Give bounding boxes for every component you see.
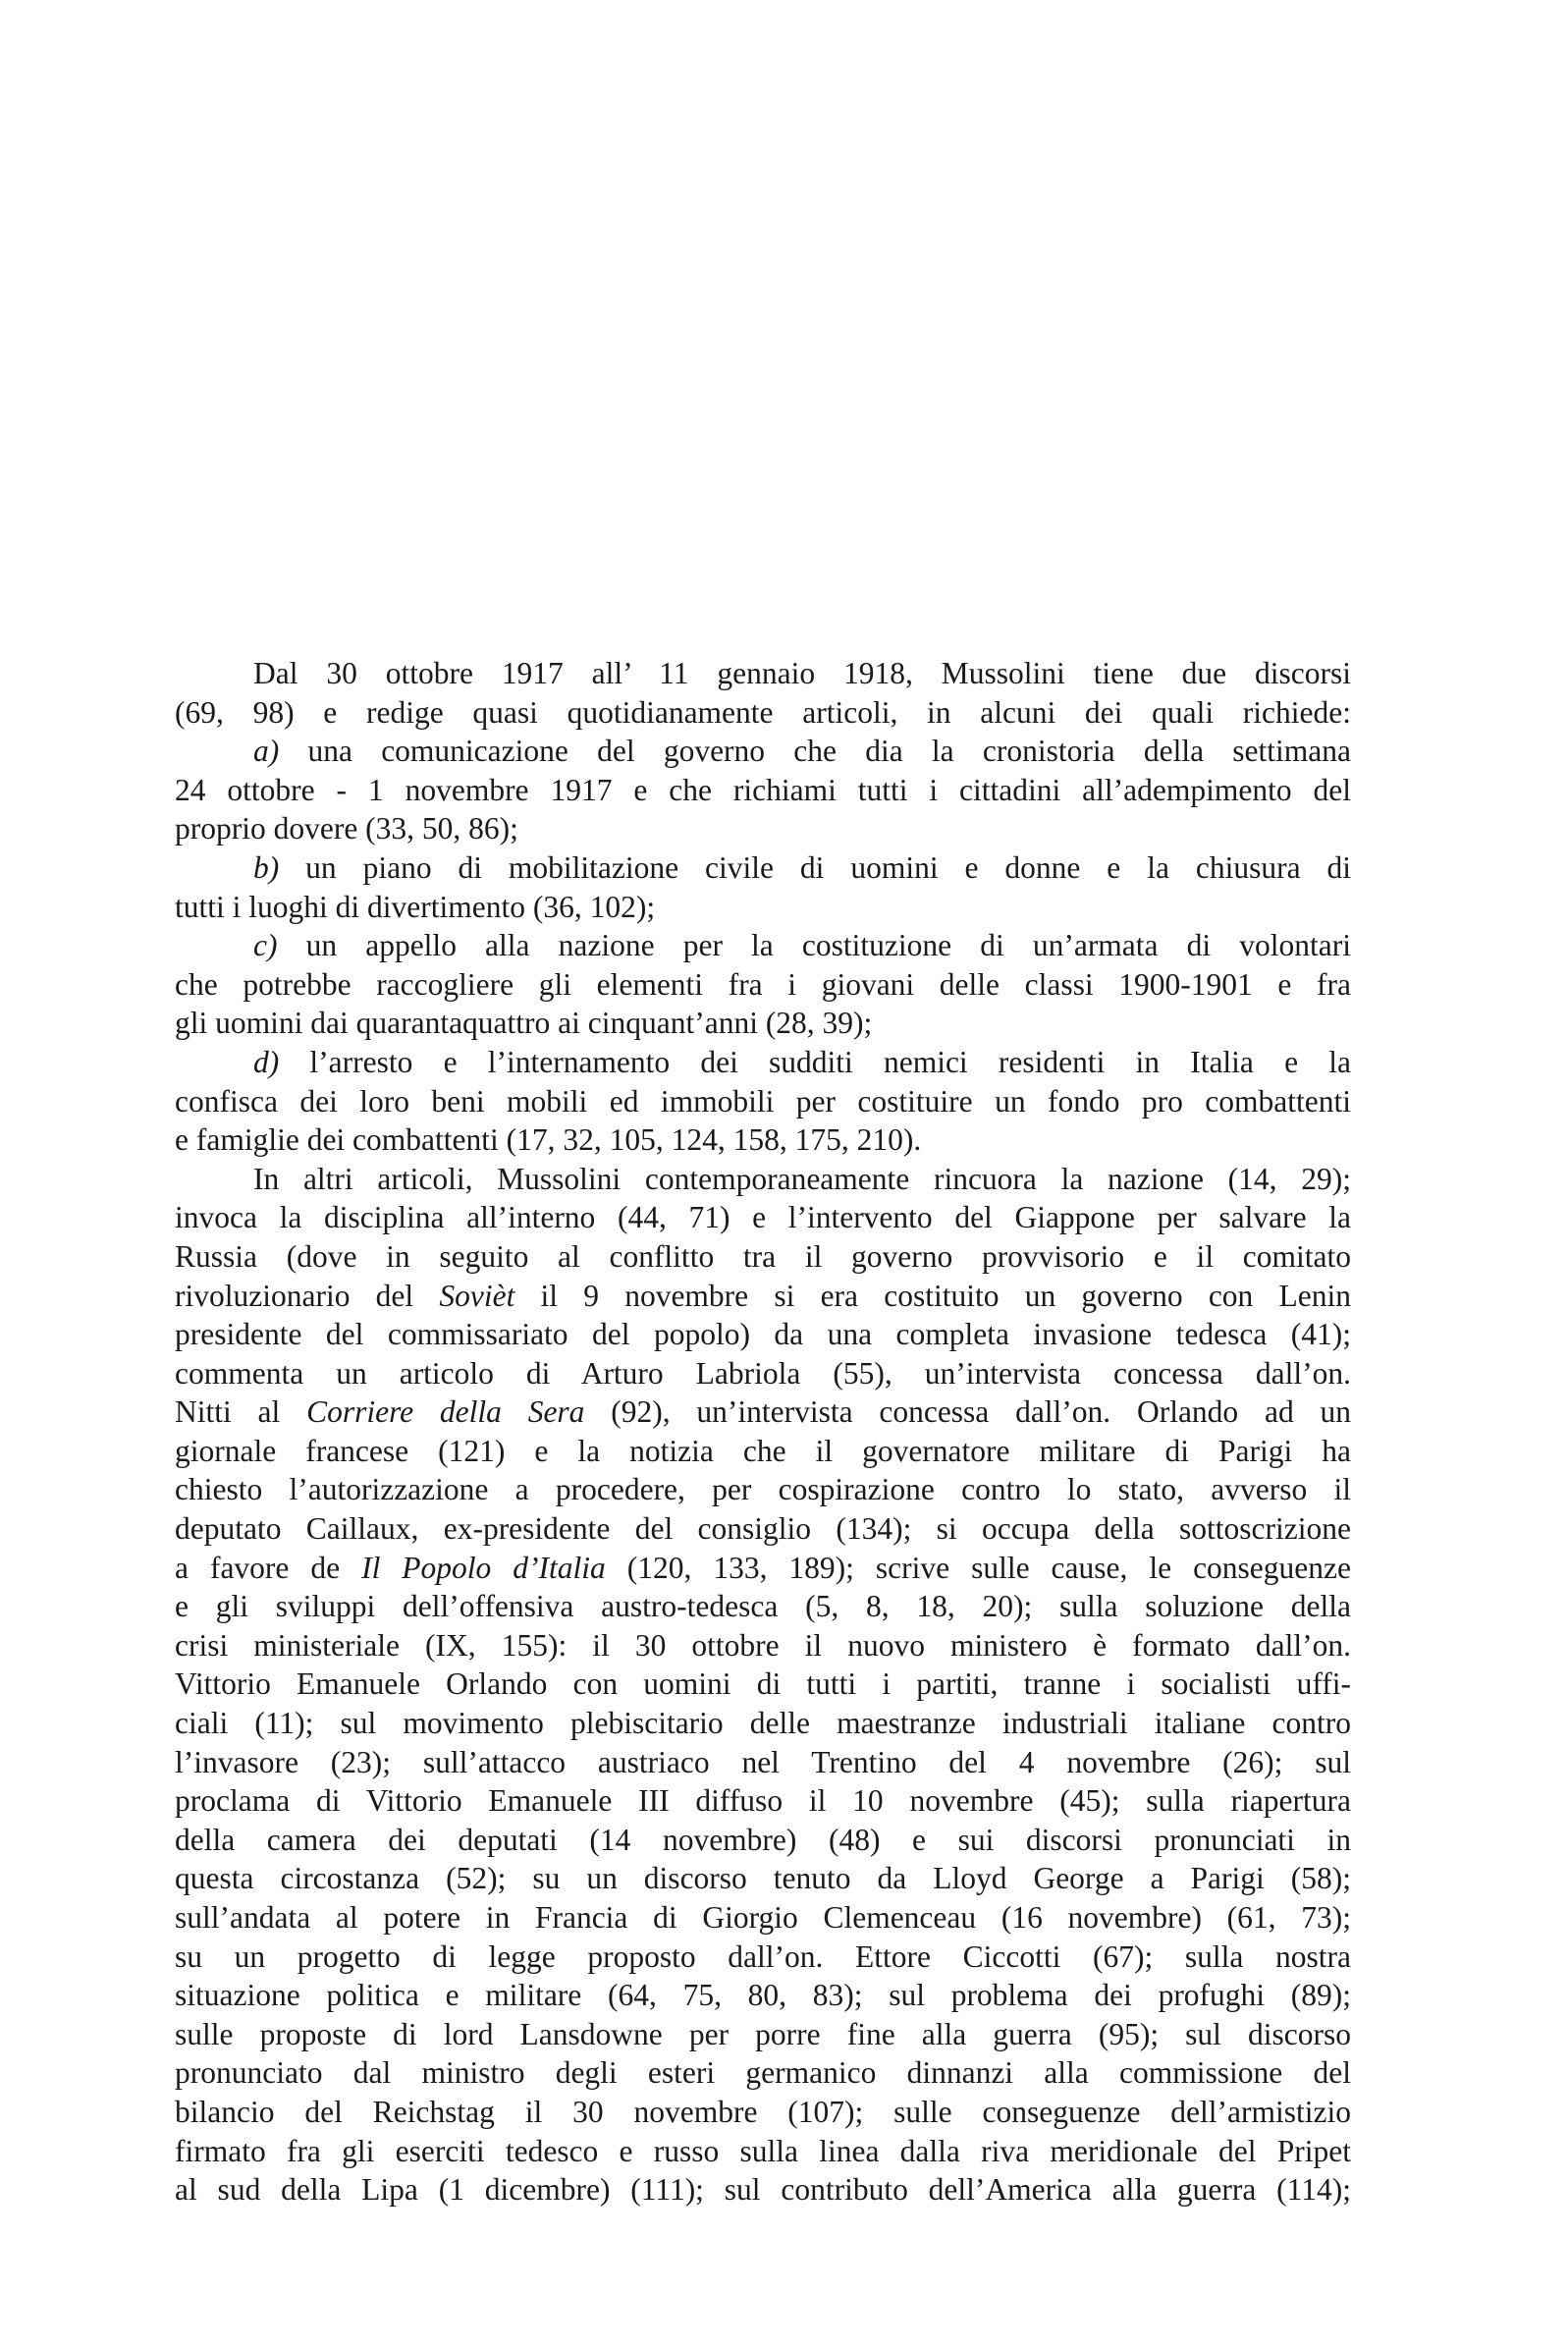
text-line [175,1237,1351,1277]
italic-text: b) [253,849,280,885]
text-line [175,2015,1351,2054]
text-segment: gli uomini dai quarantaquattro ai cinquant’anni (28, 39); [175,1006,873,1041]
text-line [175,1315,1351,1354]
text-line [175,1626,1351,1665]
text-line [175,2170,1351,2210]
text-line [175,1821,1351,1860]
text-line [175,732,1351,771]
text-line [175,1004,1351,1043]
text-segment: l’arresto e l’internamento dei sudditi nemici residenti in Italia e la [279,1044,1351,1079]
text-segment: firmato fra gli eserciti tedesco e russo sulla linea dalla riva meridionale del Pripet [175,2133,1351,2168]
text-segment: il 9 novembre si era costituito un governo con Lenin [514,1278,1351,1313]
text-line [175,1082,1351,1121]
text-segment: rivoluzionario del [175,1278,440,1313]
text-line [175,848,1351,888]
text-segment: della camera dei deputati (14 novembre) (48) e sui discorsi pronunciati in [175,1822,1351,1857]
text-line [175,1470,1351,1509]
text-segment: e gli sviluppi dell’offensiva austro-tedesca (5, 8, 18, 20); sulla soluzione della [175,1589,1351,1624]
text-segment: l’invasore (23); sull’attacco austriaco nel Trentino del 4 novembre (26); sul [175,1744,1351,1779]
text-line [175,1743,1351,1782]
text-line [175,771,1351,810]
text-line [175,1043,1351,1082]
text-segment: deputato Caillaux, ex-presidente del consiglio (134); si occupa della sottoscrizione [175,1511,1351,1547]
text-segment: bilancio del Reichstag il 30 novembre (107); sulle conseguenze dell’armistizio [175,2094,1351,2129]
italic-text: Sovièt [439,1278,515,1313]
text-line [175,1120,1351,1160]
text-line [175,1277,1351,1316]
text-line [175,2093,1351,2132]
text-segment: sull’andata al potere in Francia di Giorgio Clemenceau (16 novembre) (61, 73); [175,1900,1351,1935]
text-segment: a favore de [175,1550,362,1585]
text-segment: 24 ottobre - 1 novembre 1917 e che richiami tutti i cittadini all’adempimento del [175,772,1351,807]
text-line [175,1704,1351,1743]
text-segment: un piano di mobilitazione civile di uomini e donne e la chiusura di [279,849,1351,885]
text-segment: che potrebbe raccogliere gli elementi fra i giovani delle classi 1900-1901 e fra [175,966,1351,1002]
text-segment: una comunicazione del governo che dia la cronistoria della settimana [279,734,1351,769]
text-segment: tutti i luoghi di divertimento (36, 102); [175,889,656,924]
text-segment: giornale francese (121) e la notizia che il governatore militare di Parigi ha [175,1433,1351,1468]
text-line [175,1665,1351,1704]
text-line [175,1160,1351,1199]
text-segment: (69, 98) e redige quasi quotidianamente articoli, in alcuni dei quali richiede: [175,694,1351,730]
text-segment: sulle proposte di lord Lansdowne per porre fine alla guerra (95); sul discorso [175,2016,1351,2051]
text-segment: Russia (dove in seguito al conflitto tra il governo provvisorio e il comitato [175,1238,1351,1274]
text-line [175,2053,1351,2093]
text-line [175,1432,1351,1471]
text-segment: confisca dei loro beni mobili ed immobili per costituire un fondo pro combattenti [175,1083,1351,1119]
text-segment: situazione politica e militare (64, 75, 80, 83); sul problema dei profughi (89); [175,1978,1351,2013]
text-line [175,1198,1351,1237]
text-segment: un appello alla nazione per la costituzione di un’armata di volontari [277,928,1351,963]
text-segment: invoca la disciplina all’interno (44, 71) e l’intervento del Giappone per salvare la [175,1200,1351,1235]
text-segment: Vittorio Emanuele Orlando con uomini di tutti i partiti, tranne i socialisti uffi- [175,1666,1351,1702]
text-line [175,1859,1351,1898]
text-line [175,1938,1351,1977]
document-body [175,654,1351,2210]
italic-text: Corriere della Sera [306,1394,585,1430]
text-line [175,965,1351,1005]
text-line [175,888,1351,927]
text-line [175,1976,1351,2015]
italic-text: d) [253,1044,280,1079]
italic-text: c) [253,928,278,963]
text-line [175,693,1351,733]
text-segment: commenta un articolo di Arturo Labriola (55), un’intervista concessa dall’on. [175,1355,1351,1391]
text-segment: proprio dovere (33, 50, 86); [175,811,518,846]
text-line [175,809,1351,848]
text-segment: Dal 30 ottobre 1917 all’ 11 gennaio 1918, Mussolini tiene due discorsi [253,656,1351,690]
italic-text: Il Popolo d’Italia [361,1550,606,1585]
text-segment: chiesto l’autorizzazione a procedere, per cospirazione contro lo stato, avverso il [175,1472,1351,1507]
text-line [175,1509,1351,1549]
text-line [175,1781,1351,1821]
text-segment: questa circostanza (52); su un discorso tenuto da Lloyd George a Parigi (58); [175,1861,1351,1896]
text-segment: Nitti al [175,1394,307,1430]
text-segment: In altri articoli, Mussolini contemporaneamente rincuora la nazione (14, 29); [253,1161,1351,1196]
text-line [175,1587,1351,1626]
text-line [175,1392,1351,1432]
text-line [175,926,1351,965]
text-segment: al sud della Lipa (1 dicembre) (111); sul contributo dell’America alla guerra (114); [175,2172,1351,2208]
text-line [175,1354,1351,1393]
text-segment: su un progetto di legge proposto dall’on. Ettore Ciccotti (67); sulla nostra [175,1938,1351,1974]
italic-text: a) [253,734,280,769]
text-segment: ciali (11); sul movimento plebiscitario delle maestranze industriali italiane contro [175,1706,1351,1741]
text-segment: pronunciato dal ministro degli esteri germanico dinnanzi alla commissione del [175,2055,1351,2091]
text-segment: proclama di Vittorio Emanuele III diffuso il 10 novembre (45); sulla riapertura [175,1783,1351,1819]
text-segment: e famiglie dei combattenti (17, 32, 105, 124, 158, 175, 210). [175,1122,922,1158]
text-segment: presidente del commissariato del popolo) da una completa invasione tedesca (41); [175,1317,1351,1352]
text-line [175,2132,1351,2171]
text-line [175,1898,1351,1938]
text-line [175,654,1351,693]
text-segment: (120, 133, 189); scrive sulle cause, le conseguenze [605,1550,1351,1585]
text-line [175,1549,1351,1588]
text-segment: crisi ministeriale (IX, 155): il 30 ottobre il nuovo ministero è formato dall’on. [175,1627,1351,1663]
text-segment: (92), un’intervista concessa dall’on. Orlando ad un [584,1394,1351,1430]
